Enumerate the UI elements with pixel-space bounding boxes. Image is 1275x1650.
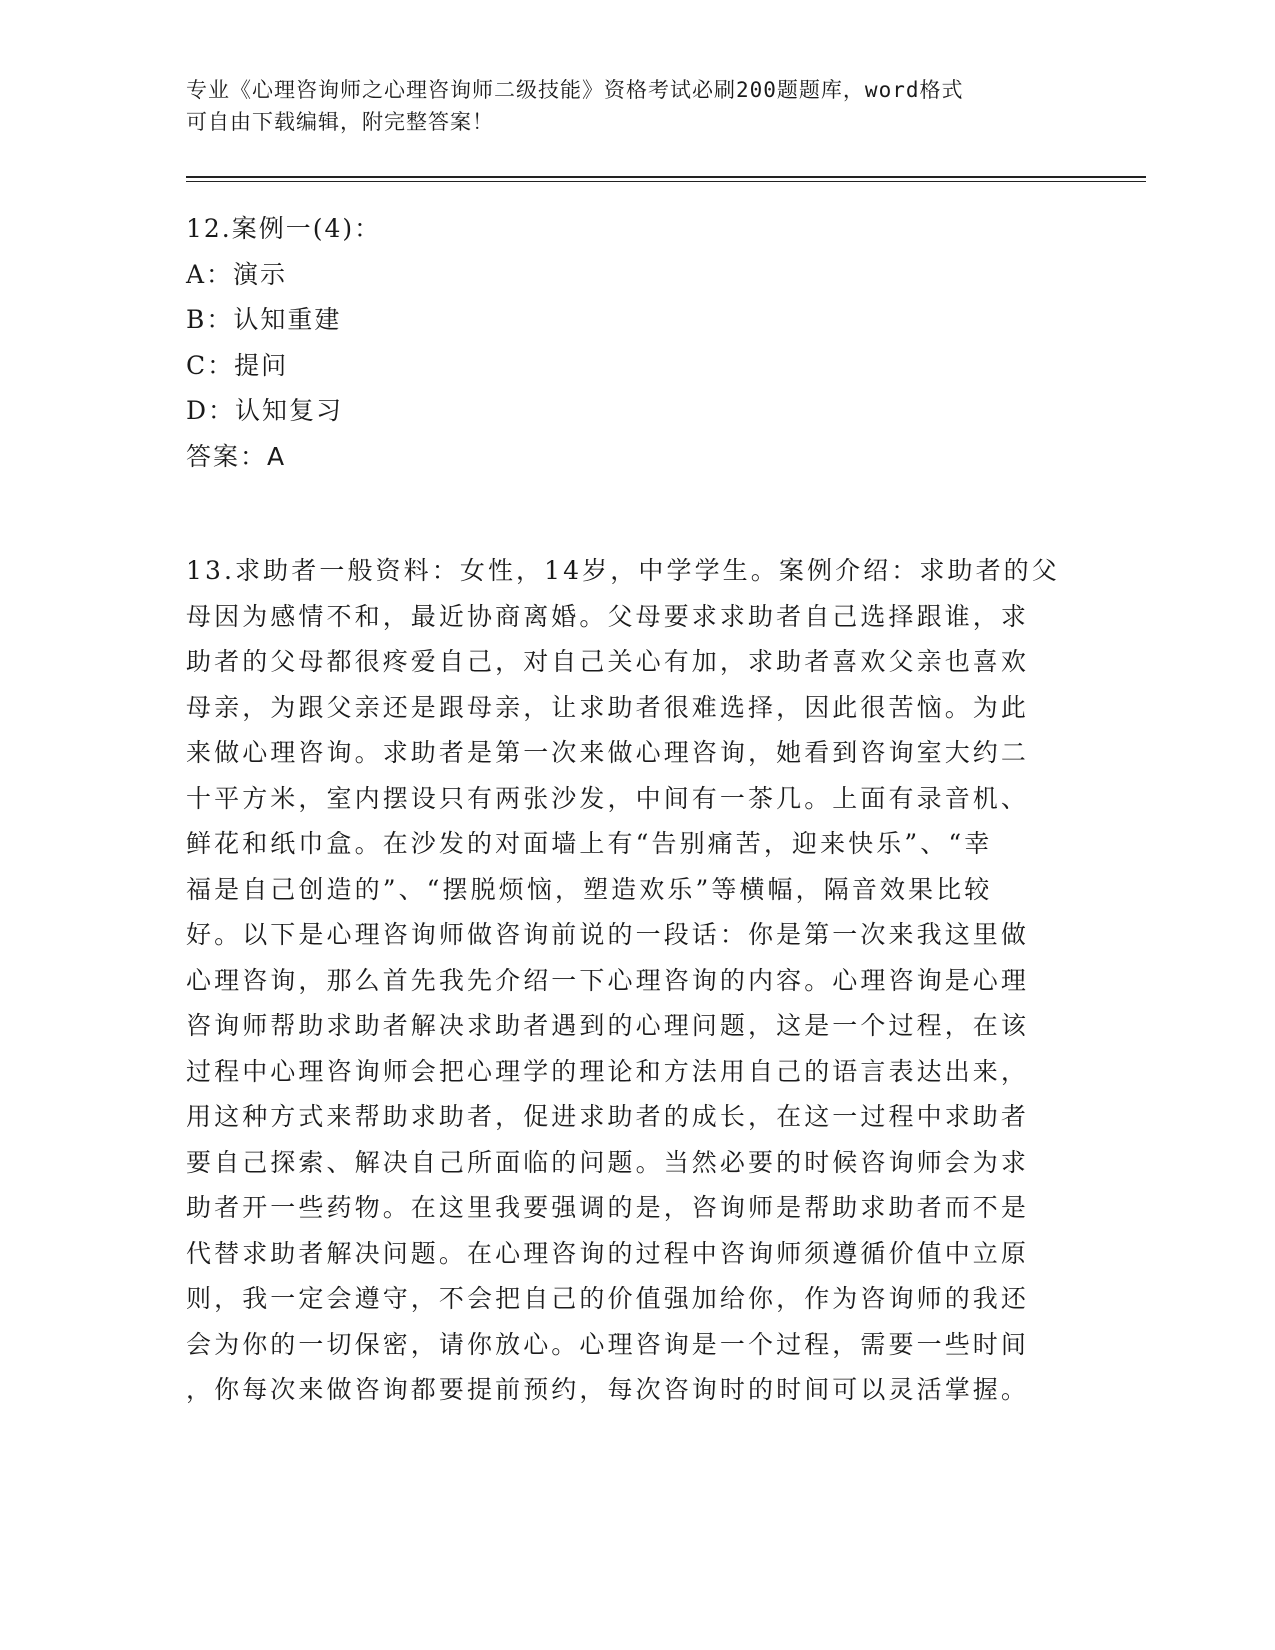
question-13-line: 福是自己创造的”、“摆脱烦恼，塑造欢乐”等横幅，隔音效果比较: [186, 874, 993, 904]
document-header: [186, 74, 1066, 138]
question-13-line: 咨询师帮助求助者解决求助者遇到的心理问题，这是一个过程，在该: [186, 1011, 1030, 1040]
question-13-line: 心理咨询，那么首先我先介绍一下心理咨询的内容。心理咨询是心理: [186, 965, 1030, 995]
question-12-option-b: B：认知重建: [186, 305, 342, 334]
question-13-line: 来做心理咨询。求助者是第一次来做心理咨询，她看到咨询室大约二: [186, 738, 1030, 767]
question-13-line: 助者的父母都很疼爱自己，对自己关心有加，求助者喜欢父亲也喜欢: [186, 647, 1030, 676]
question-13-line: 母亲，为跟父亲还是跟母亲，让求助者很难选择，因此很苦恼。为此: [186, 692, 1030, 722]
header-title-line-2: 可自由下载编辑，附完整答案！: [186, 110, 494, 134]
question-13-line: 则，我一定会遵守，不会把自己的价值强加给你，作为咨询师的我还: [186, 1284, 1030, 1313]
question-13-line: 过程中心理咨询师会把心理学的理论和方法用自己的语言表达出来，: [186, 1056, 1030, 1086]
question-13-line: 13.求助者一般资料：女性，14岁，中学学生。案例介绍：求助者的父: [186, 556, 1060, 585]
question-13-line: 助者开一些药物。在这里我要强调的是，咨询师是帮助求助者而不是: [186, 1193, 1030, 1222]
question-13: [186, 548, 1086, 1413]
question-13-line: 好。以下是心理咨询师做咨询前说的一段话：你是第一次来我这里做: [186, 920, 1030, 949]
header-divider-thick: [186, 176, 1146, 178]
question-13-line: 母因为感情不和，最近协商离婚。父母要求求助者自己选择跟谁，求: [186, 601, 1030, 631]
question-12-option-d: D：认知复习: [186, 396, 344, 425]
question-12-option-a: A：演示: [186, 259, 288, 289]
question-12-stem: 12.案例一(4)：: [186, 214, 382, 243]
question-13-line: 要自己探索、解决自己所面临的问题。当然必要的时候咨询师会为求: [186, 1147, 1030, 1177]
question-13-line: 代替求助者解决问题。在心理咨询的过程中咨询师须遵循价值中立原: [186, 1238, 1030, 1268]
question-13-line: ，你每次来做咨询都要提前预约，每次咨询时的时间可以灵活掌握。: [186, 1375, 1030, 1404]
header-title-line-1: 专业《心理咨询师之心理咨询师二级技能》资格考试必刷200题题库，word格式: [186, 78, 964, 102]
question-12: [186, 206, 1086, 479]
question-13-line: 会为你的一切保密，请你放心。心理咨询是一个过程，需要一些时间: [186, 1329, 1030, 1359]
header-divider-thin: [186, 181, 1146, 182]
question-13-line: 鲜花和纸巾盒。在沙发的对面墙上有“告别痛苦，迎来快乐”、“幸: [186, 829, 993, 858]
question-12-option-c: C：提问: [186, 350, 289, 380]
question-12-answer: 答案：A: [186, 441, 287, 471]
question-13-line: 用这种方式来帮助求助者，促进求助者的成长，在这一过程中求助者: [186, 1102, 1030, 1131]
question-13-line: 十平方米，室内摆设只有两张沙发，中间有一茶几。上面有录音机、: [186, 783, 1030, 813]
